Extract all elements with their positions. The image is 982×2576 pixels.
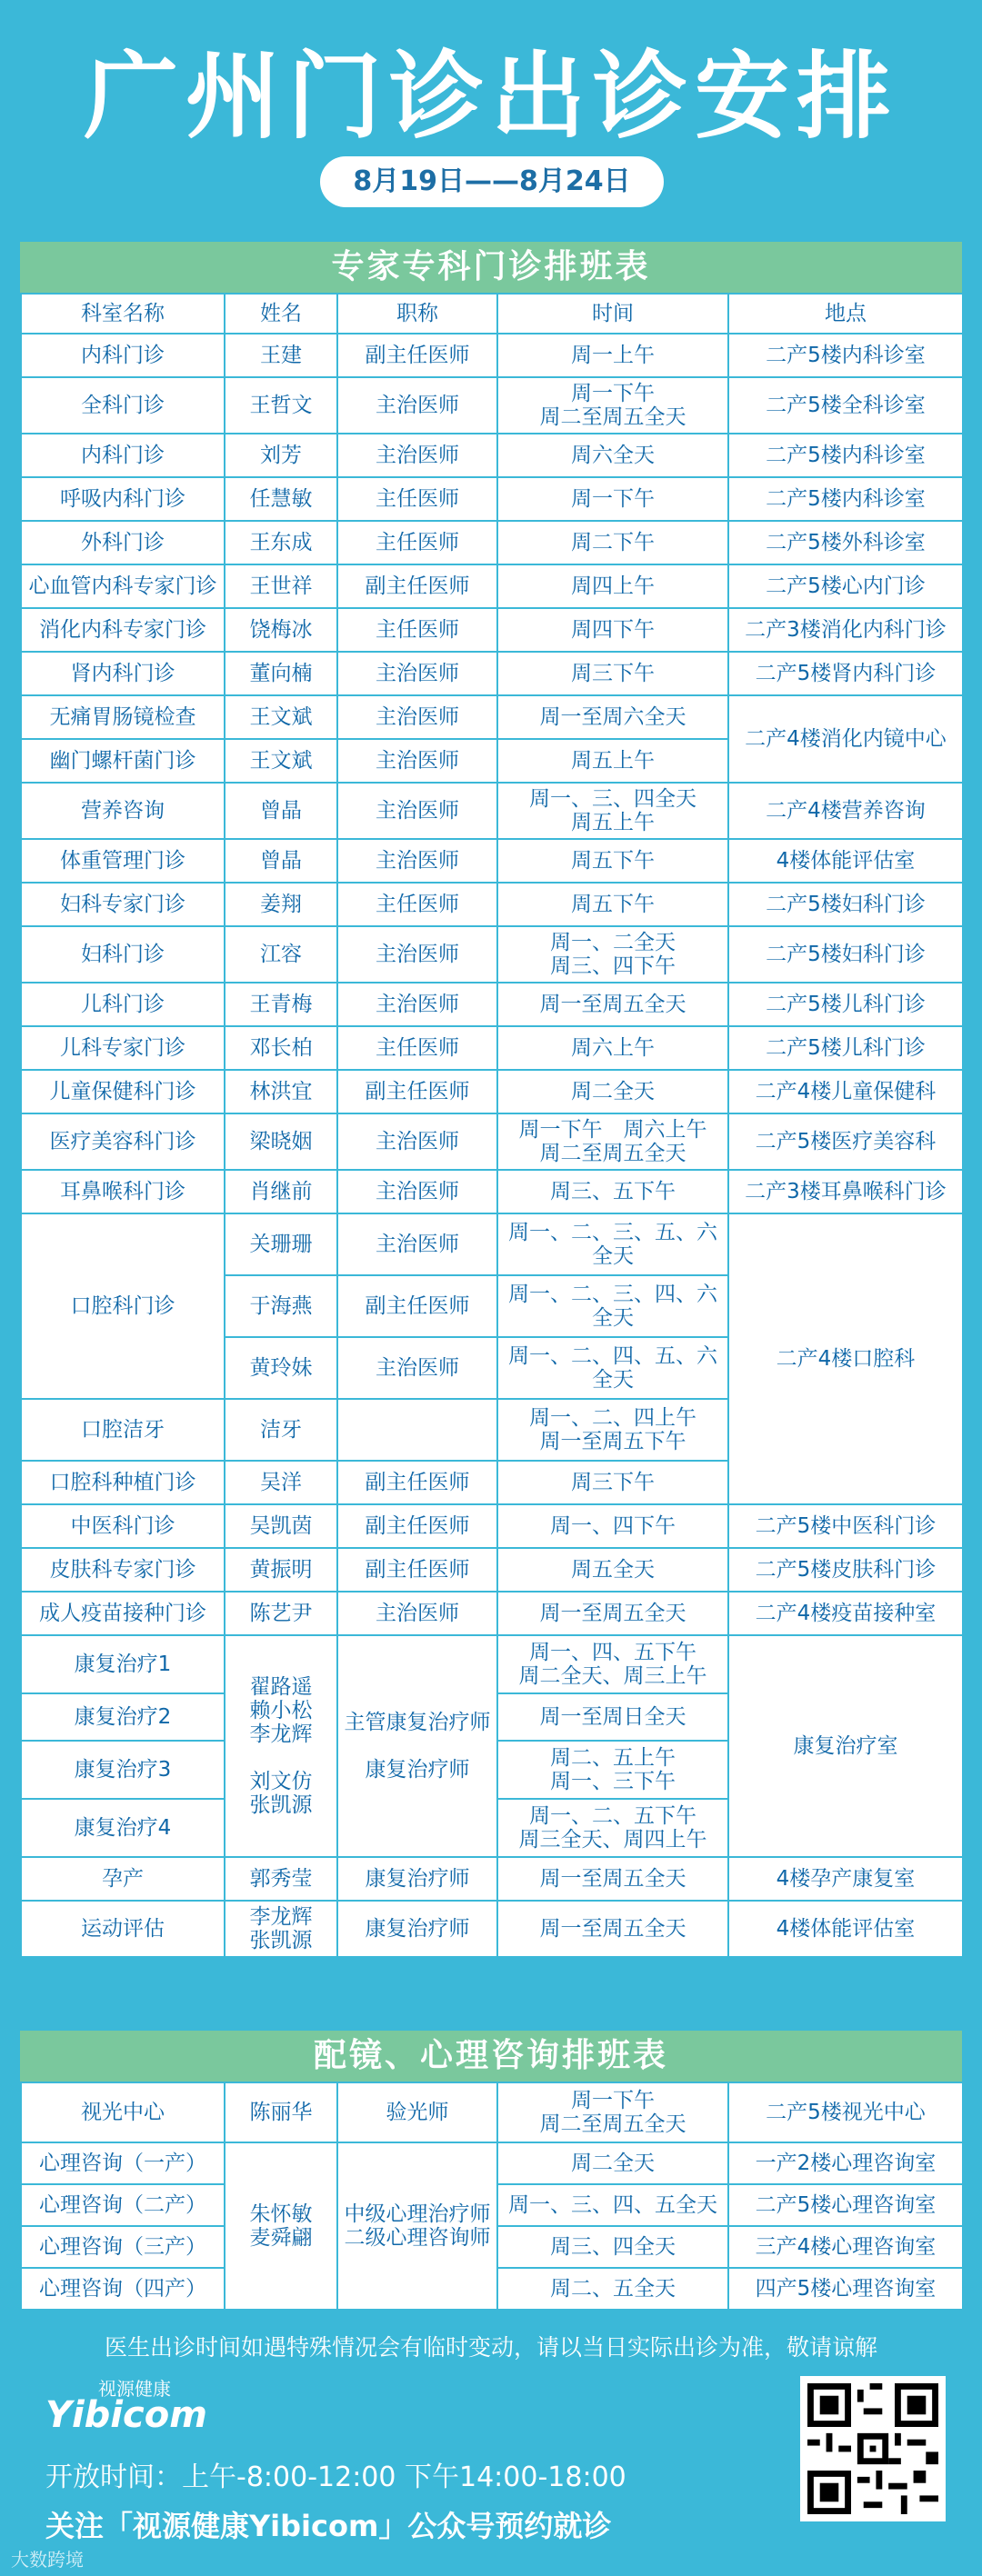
dept-cell: 全科门诊 [21, 377, 225, 434]
name-cell: 朱怀敏 麦舜翩 [225, 2142, 337, 2310]
section-title-optometry-psych: 配镜、心理咨询排班表 [20, 2031, 962, 2082]
location-cell: 二产5楼中医科门诊 [728, 1504, 963, 1548]
table-row [21, 783, 963, 839]
time-cell: 周三下午 [497, 1461, 728, 1504]
time-cell: 周一至周五全天 [497, 1901, 728, 1957]
table-row [21, 1070, 963, 1113]
dept-cell: 外科门诊 [21, 521, 225, 564]
brand-logo: Yibicom [45, 2394, 207, 2436]
time-cell: 周一、四、五下午 周二全天、周三上午 [497, 1635, 728, 1693]
header-row [21, 294, 963, 334]
dept-cell: 视光中心 [21, 2082, 225, 2142]
name-cell: 郭秀莹 [225, 1857, 337, 1901]
name-cell: 任慧敏 [225, 477, 337, 521]
table-row [21, 1857, 963, 1901]
name-cell: 关珊珊 [225, 1213, 337, 1275]
brand-chinese-name: 视源健康 [98, 2378, 171, 2400]
location-cell: 二产5楼外科诊室 [728, 521, 963, 564]
optometry-psychology-table [20, 2031, 962, 2311]
title-cell: 主管康复治疗师 康复治疗师 [337, 1635, 497, 1857]
dept-cell: 无痛胃肠镜检查 [21, 695, 225, 739]
dept-cell: 口腔洁牙 [21, 1399, 225, 1461]
title-cell: 主治医师 [337, 652, 497, 695]
title-cell: 主治医师 [337, 926, 497, 983]
specialist-schedule-table [20, 242, 962, 1958]
location-cell: 二产5楼肾内科门诊 [728, 652, 963, 695]
table-row [21, 1901, 963, 1957]
table-row [21, 2082, 963, 2142]
name-cell: 曾晶 [225, 783, 337, 839]
name-cell: 李龙辉 张凯源 [225, 1901, 337, 1957]
title-cell: 副主任医师 [337, 1070, 497, 1113]
watermark: 大数跨境 [11, 2549, 84, 2571]
name-cell: 黄玲妹 [225, 1337, 337, 1399]
location-cell: 康复治疗室 [728, 1635, 963, 1857]
location-cell: 二产4楼营养咨询 [728, 783, 963, 839]
time-cell: 周三下午 [497, 652, 728, 695]
time-cell: 周五全天 [497, 1548, 728, 1592]
title-cell: 主治医师 [337, 1170, 497, 1213]
dept-cell: 内科门诊 [21, 434, 225, 477]
location-cell: 二产5楼视光中心 [728, 2082, 963, 2142]
title-cell: 主治医师 [337, 1113, 497, 1170]
name-cell: 王文斌 [225, 739, 337, 783]
schedule-notice: 医生出诊时间如遇特殊情况会有临时变动，请以当日实际出诊为准，敬请谅解 [104, 2334, 877, 2361]
time-cell: 周一至周五全天 [497, 983, 728, 1026]
time-cell: 周一、三、四、五全天 [497, 2184, 728, 2226]
dept-cell: 消化内科专家门诊 [21, 608, 225, 652]
dept-cell: 心理咨询（二产） [21, 2184, 225, 2226]
time-cell: 周二全天 [497, 2142, 728, 2184]
dept-cell: 康复治疗3 [21, 1741, 225, 1799]
location-cell: 四产5楼心理咨询室 [728, 2268, 963, 2310]
time-cell: 周一、二、三、五、六 全天 [497, 1213, 728, 1275]
location-cell: 二产5楼心内门诊 [728, 564, 963, 608]
dept-cell: 妇科门诊 [21, 926, 225, 983]
table-row [21, 1213, 963, 1275]
dept-cell: 成人疫苗接种门诊 [21, 1592, 225, 1635]
title-cell: 主任医师 [337, 1026, 497, 1070]
title-cell: 主治医师 [337, 695, 497, 739]
location-cell: 一产2楼心理咨询室 [728, 2142, 963, 2184]
column-header: 姓名 [225, 294, 337, 334]
table-row [21, 1548, 963, 1592]
title-cell: 验光师 [337, 2082, 497, 2142]
dept-cell: 心理咨询（三产） [21, 2226, 225, 2268]
time-cell: 周一、二、四上午 周一至周五下午 [497, 1399, 728, 1461]
table-row [21, 564, 963, 608]
dept-cell: 心理咨询（一产） [21, 2142, 225, 2184]
time-cell: 周一下午 周二至周五全天 [497, 377, 728, 434]
name-cell: 肖继前 [225, 1170, 337, 1213]
location-cell: 二产5楼儿科门诊 [728, 1026, 963, 1070]
table-row [21, 839, 963, 883]
dept-cell: 营养咨询 [21, 783, 225, 839]
title-cell: 康复治疗师 [337, 1857, 497, 1901]
table-row [21, 1635, 963, 1693]
time-cell: 周一至周五全天 [497, 1857, 728, 1901]
time-cell: 周五下午 [497, 883, 728, 926]
time-cell: 周一上午 [497, 334, 728, 377]
title-cell: 主治医师 [337, 1337, 497, 1399]
title-cell: 主治医师 [337, 739, 497, 783]
time-cell: 周五下午 [497, 839, 728, 883]
dept-cell: 心血管内科专家门诊 [21, 564, 225, 608]
location-cell: 4楼孕产康复室 [728, 1857, 963, 1901]
table-row [21, 1504, 963, 1548]
time-cell: 周一下午 [497, 477, 728, 521]
name-cell: 王东成 [225, 521, 337, 564]
name-cell: 董向楠 [225, 652, 337, 695]
time-cell: 周五上午 [497, 739, 728, 783]
table-row [21, 2142, 963, 2184]
time-cell: 周二、五全天 [497, 2268, 728, 2310]
title-cell: 副主任医师 [337, 334, 497, 377]
column-header: 地点 [728, 294, 963, 334]
dept-cell: 内科门诊 [21, 334, 225, 377]
table-row [21, 477, 963, 521]
name-cell: 王哲文 [225, 377, 337, 434]
name-cell: 邓长柏 [225, 1026, 337, 1070]
name-cell: 姜翔 [225, 883, 337, 926]
time-cell: 周一至周六全天 [497, 695, 728, 739]
time-cell: 周四下午 [497, 608, 728, 652]
title-cell: 主治医师 [337, 783, 497, 839]
location-cell: 二产5楼妇科门诊 [728, 883, 963, 926]
table-row [21, 652, 963, 695]
title-cell: 主任医师 [337, 883, 497, 926]
name-cell: 梁晓姻 [225, 1113, 337, 1170]
time-cell: 周一、三、四全天 周五上午 [497, 783, 728, 839]
dept-cell: 口腔科种植门诊 [21, 1461, 225, 1504]
dept-cell: 心理咨询（四产） [21, 2268, 225, 2310]
location-cell: 4楼体能评估室 [728, 839, 963, 883]
name-cell: 陈丽华 [225, 2082, 337, 2142]
table-row [21, 334, 963, 377]
time-cell: 周一、二、四、五、六 全天 [497, 1337, 728, 1399]
time-cell: 周一下午 周二至周五全天 [497, 2082, 728, 2142]
time-cell: 周一、二、三、四、六 全天 [497, 1275, 728, 1337]
dept-cell: 肾内科门诊 [21, 652, 225, 695]
name-cell: 曾晶 [225, 839, 337, 883]
dept-cell: 康复治疗1 [21, 1635, 225, 1693]
title-cell: 副主任医师 [337, 1504, 497, 1548]
location-cell: 二产5楼皮肤科门诊 [728, 1548, 963, 1592]
time-cell: 周一至周五全天 [497, 1592, 728, 1635]
dept-cell: 妇科专家门诊 [21, 883, 225, 926]
name-cell: 吴洋 [225, 1461, 337, 1504]
title-cell: 主治医师 [337, 839, 497, 883]
title-cell: 主治医师 [337, 434, 497, 477]
time-cell: 周二、五上午 周一、三下午 [497, 1741, 728, 1799]
time-cell: 周一至周日全天 [497, 1693, 728, 1741]
location-cell: 二产4楼口腔科 [728, 1213, 963, 1504]
dept-cell: 医疗美容科门诊 [21, 1113, 225, 1170]
time-cell: 周一、二、五下午 周三全天、周四上午 [497, 1799, 728, 1857]
location-cell: 4楼体能评估室 [728, 1901, 963, 1957]
location-cell: 二产4楼儿童保健科 [728, 1070, 963, 1113]
location-cell: 二产5楼医疗美容科 [728, 1113, 963, 1170]
page-title: 广州门诊出诊安排 [83, 41, 898, 152]
name-cell: 王世祥 [225, 564, 337, 608]
opening-hours: 开放时间：上午-8:00-12:00 下午14:00-18:00 [45, 2461, 626, 2493]
title-cell: 副主任医师 [337, 1548, 497, 1592]
column-header: 科室名称 [21, 294, 225, 334]
dept-cell: 皮肤科专家门诊 [21, 1548, 225, 1592]
location-cell: 二产5楼妇科门诊 [728, 926, 963, 983]
time-cell: 周三、四全天 [497, 2226, 728, 2268]
dept-cell: 孕产 [21, 1857, 225, 1901]
title-cell: 副主任医师 [337, 1275, 497, 1337]
time-cell: 周一、二全天 周三、四下午 [497, 926, 728, 983]
table-row [21, 1026, 963, 1070]
title-cell: 主任医师 [337, 608, 497, 652]
location-cell: 二产5楼内科诊室 [728, 434, 963, 477]
table-row [21, 883, 963, 926]
title-cell: 副主任医师 [337, 1461, 497, 1504]
dept-cell: 耳鼻喉科门诊 [21, 1170, 225, 1213]
dept-cell: 康复治疗4 [21, 1799, 225, 1857]
table-row [21, 521, 963, 564]
name-cell: 江容 [225, 926, 337, 983]
title-cell: 副主任医师 [337, 564, 497, 608]
title-cell: 康复治疗师 [337, 1901, 497, 1957]
name-cell: 吴凯茵 [225, 1504, 337, 1548]
time-cell: 周一、四下午 [497, 1504, 728, 1548]
table-row [21, 434, 963, 477]
qr-code-icon[interactable] [800, 2376, 946, 2521]
table-row [21, 377, 963, 434]
dept-cell: 体重管理门诊 [21, 839, 225, 883]
dept-cell: 儿科专家门诊 [21, 1026, 225, 1070]
name-cell: 王文斌 [225, 695, 337, 739]
name-cell: 于海燕 [225, 1275, 337, 1337]
location-cell: 二产5楼内科诊室 [728, 334, 963, 377]
time-cell: 周一下午 周六上午 周二至周五全天 [497, 1113, 728, 1170]
table-row [21, 608, 963, 652]
name-cell: 翟路遥 赖小松 李龙辉 刘文仿 张凯源 [225, 1635, 337, 1857]
time-cell: 周二全天 [497, 1070, 728, 1113]
title-cell: 主治医师 [337, 377, 497, 434]
title-cell: 主治医师 [337, 983, 497, 1026]
table-row [21, 926, 963, 983]
location-cell: 二产4楼消化内镜中心 [728, 695, 963, 783]
column-header: 时间 [497, 294, 728, 334]
table-row [21, 1592, 963, 1635]
name-cell: 刘芳 [225, 434, 337, 477]
name-cell: 陈艺尹 [225, 1592, 337, 1635]
name-cell: 王青梅 [225, 983, 337, 1026]
table-row [21, 983, 963, 1026]
location-cell: 三产4楼心理咨询室 [728, 2226, 963, 2268]
title-cell: 主任医师 [337, 521, 497, 564]
name-cell: 洁牙 [225, 1399, 337, 1461]
location-cell: 二产5楼全科诊室 [728, 377, 963, 434]
column-header: 职称 [337, 294, 497, 334]
name-cell: 黄振明 [225, 1548, 337, 1592]
table-row [21, 1113, 963, 1170]
dept-cell: 运动评估 [21, 1901, 225, 1957]
table-row [21, 695, 963, 739]
location-cell: 二产5楼心理咨询室 [728, 2184, 963, 2226]
date-range-badge: 8月19日——8月24日 [320, 156, 664, 207]
location-cell: 二产3楼耳鼻喉科门诊 [728, 1170, 963, 1213]
time-cell: 周三、五下午 [497, 1170, 728, 1213]
title-cell: 中级心理治疗师 二级心理咨询师 [337, 2142, 497, 2310]
follow-account-text: 关注「视源健康Yibicom」公众号预约就诊 [45, 2509, 612, 2543]
dept-cell: 幽门螺杆菌门诊 [21, 739, 225, 783]
name-cell: 王建 [225, 334, 337, 377]
time-cell: 周二下午 [497, 521, 728, 564]
location-cell: 二产4楼疫苗接种室 [728, 1592, 963, 1635]
section-title-specialist: 专家专科门诊排班表 [20, 242, 962, 293]
title-cell: 主治医师 [337, 1213, 497, 1275]
time-cell: 周四上午 [497, 564, 728, 608]
dept-cell: 呼吸内科门诊 [21, 477, 225, 521]
time-cell: 周六上午 [497, 1026, 728, 1070]
dept-cell: 儿科门诊 [21, 983, 225, 1026]
title-cell [337, 1399, 497, 1461]
time-cell: 周六全天 [497, 434, 728, 477]
dept-cell: 口腔科门诊 [21, 1213, 225, 1399]
table-row [21, 1170, 963, 1213]
name-cell: 林洪宜 [225, 1070, 337, 1113]
dept-cell: 康复治疗2 [21, 1693, 225, 1741]
title-cell: 主治医师 [337, 1592, 497, 1635]
dept-cell: 儿童保健科门诊 [21, 1070, 225, 1113]
title-cell: 主任医师 [337, 477, 497, 521]
location-cell: 二产5楼儿科门诊 [728, 983, 963, 1026]
location-cell: 二产5楼内科诊室 [728, 477, 963, 521]
name-cell: 饶梅冰 [225, 608, 337, 652]
dept-cell: 中医科门诊 [21, 1504, 225, 1548]
location-cell: 二产3楼消化内科门诊 [728, 608, 963, 652]
